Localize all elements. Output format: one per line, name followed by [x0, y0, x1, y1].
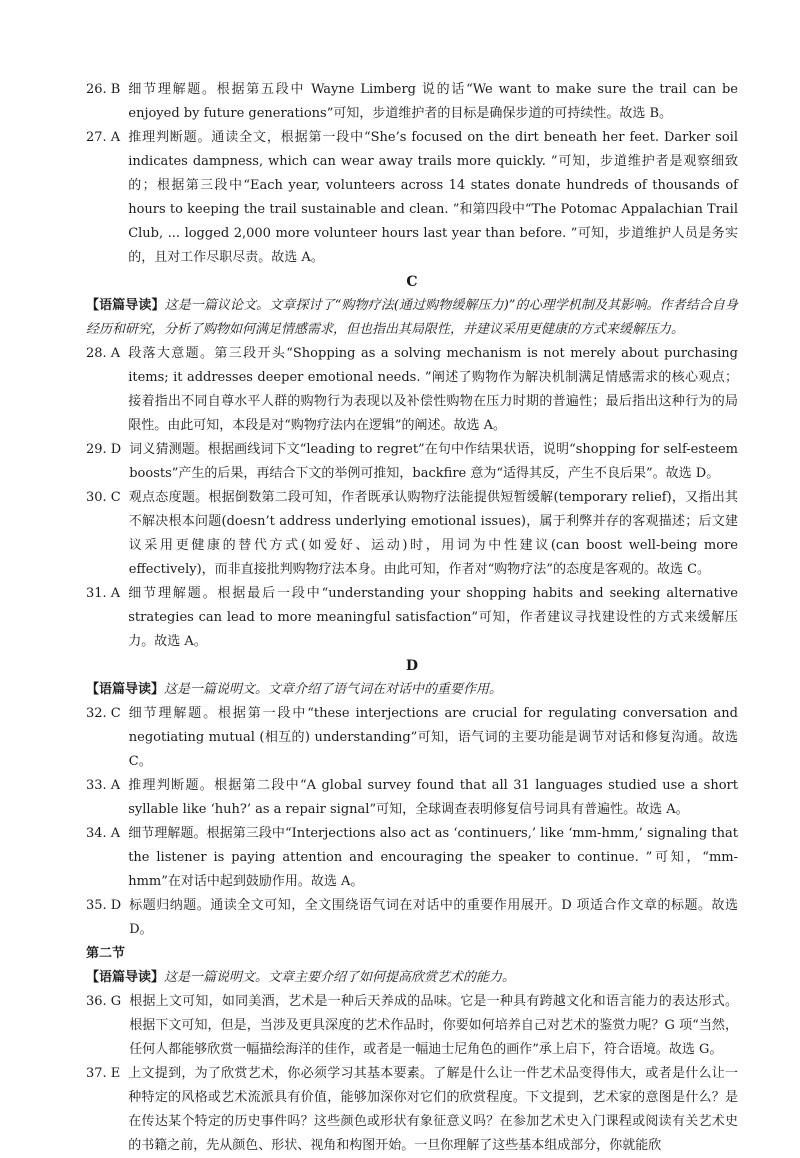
answer-explanation: 推理判断题。通读全文，根据第一段中“She’s focused on the dirt beneath her feet. Darker soil indicates dampness, which can wear away trails more quickly. ”可知，步道维护者是观察细致的；根据第三段中“Each year, volunteers across 14 states donate hundreds of thousands of hours to keeping the trail sustainable and clean. ”和第四段中“The Potomac Appalachian Trail Club, ... logged 2,000 more volunteer hours last year than before. ”可知，步道维护人员是务实的，且对工作尽职尽责。故选 A。: [128, 130, 738, 265]
guide-text: 这是一篇说明文。文章主要介绍了如何提高欣赏艺术的能力。: [164, 970, 516, 985]
answer-explanation: 上文提到，为了欣赏艺术，你必须学习其基本要素。了解是什么让一件艺术品变得伟大，或者是什么让一种特定的风格或艺术流派具有价值，能够加深你对它们的欣赏程度。下文提到，艺术家的意图是什么？是在传达某个特定的历史事件吗？这些颜色或形状有象征意义吗？在参加艺术史入门课程或阅读有关艺术史的书籍之前，先从颜色、形状、视角和构图开始。一旦你理解了这些基本组成部分，你就能欣: [128, 1066, 738, 1153]
answer-number: 26. B: [86, 82, 121, 97]
answer-number: 28. A: [86, 346, 121, 361]
answer-number: 32. C: [86, 706, 121, 721]
answer-explanation: 细节理解题。根据最后一段中“understanding your shopping habits and seeking alternative strategies can lead to more meaningful satisfaction”可知，作者建议寻找建设性的方式来缓解压力。故选 A。: [128, 586, 738, 649]
answer-explanation: 细节理解题。根据第五段中 Wayne Limberg 说的话“We want to make sure the trail can be enjoyed by future generations”可知，步道维护者的目标是确保步道的可持续性。故选 B。: [128, 82, 738, 121]
answer-explanation: 观点态度题。根据倒数第二段可知，作者既承认购物疗法能提供短暂缓解(temporary relief)，又指出其不解决根本问题(doesn’t address underlying emotional issues)，属于利弊并存的客观描述；后文建议采用更健康的替代方式(如爱好、运动)时，用词为中性建议(can boost well-being more effectively)，而非直接批判购物疗法本身。由此可知，作者对“购物疗法”的态度是客观的。故选 C。: [128, 490, 738, 577]
answer-explanation: 细节理解题。根据第一段中“these interjections are crucial for regulating conversation and negotiating mutual (相互的) understanding”可知，语气词的主要功能是调节对话和修复沟通。故选 C。: [128, 706, 738, 769]
section-d-guide: [86, 678, 738, 702]
answer-item-33: [86, 774, 738, 822]
answer-item-35: [86, 894, 738, 942]
answer-explanation: 根据上文可知，如同美酒，艺术是一种后天养成的品味。它是一种具有跨越文化和语言能力的表达形式。根据下文可知，但是，当涉及更具深度的艺术作品时，你要如何培养自己对艺术的鉴赏力呢？G 项“当然，任何人都能够欣赏一幅描绘海洋的佳作，或者是一幅迪士尼角色的画作”承上启下，符合语境。故选 G。: [129, 994, 738, 1057]
answer-item-29: [86, 438, 738, 486]
answer-explanation: 词义猜测题。根据画线词下文“leading to regret”在句中作结果状语，说明“shopping for self-esteem boosts”产生的后果，再结合下文的举例可推知，backfire 意为“适得其反，产生不良后果”。故选 D。: [129, 442, 738, 481]
guide-label: 【语篇导读】: [86, 970, 165, 985]
section-2-heading: 第二节: [86, 946, 126, 961]
answer-item-36: [86, 990, 738, 1062]
answer-number: 35. D: [86, 898, 122, 913]
answer-item-26: [86, 78, 738, 126]
answer-number: 29. D: [86, 442, 122, 457]
answer-item-27: [86, 126, 738, 270]
section-d-heading: D: [405, 658, 419, 674]
answer-number: 31. A: [86, 586, 121, 601]
answer-number: 34. A: [86, 826, 121, 841]
answer-item-37: [86, 1062, 738, 1158]
section-c-heading: C: [406, 274, 418, 290]
guide-text: 这是一篇说明文。文章介绍了语气词在对话中的重要作用。: [164, 682, 503, 697]
answer-item-30: [86, 486, 738, 582]
answer-number: 33. A: [86, 778, 121, 793]
section-2-guide: [86, 966, 738, 990]
answer-number: 37. E: [86, 1066, 121, 1081]
answer-number: 30. C: [86, 490, 121, 505]
guide-label: 【语篇导读】: [86, 682, 165, 697]
answer-explanation: 标题归纳题。通读全文可知，全文围绕语气词在对话中的重要作用展开。D 项适合作文章的标题。故选 D。: [129, 898, 738, 937]
answer-item-31: [86, 582, 738, 654]
answer-item-32: [86, 702, 738, 774]
answer-explanation: 细节理解题。根据第三段中“Interjections also act as ‘continuers,’ like ‘mm-hmm,’ signaling that the listener is paying attention and encouraging the speaker to continue. ”可知，“mm-hmm”在对话中起到鼓励作用。故选 A。: [128, 826, 738, 889]
answer-number: 27. A: [86, 130, 121, 145]
answer-explanation: 段落大意题。第三段开头“Shopping as a solving mechanism is not merely about purchasing items; it addresses deeper emotional needs. ”阐述了购物作为解决机制满足情感需求的核心观点；接着指出不同自尊水平人群的购物行为表现以及补偿性购物在压力时期的普遍性；最后指出这种行为的局限性。由此可知，本段是对“购物疗法内在逻辑”的阐述。故选 A。: [128, 346, 738, 433]
guide-label: 【语篇导读】: [86, 298, 165, 313]
answer-explanation: 推理判断题。根据第二段中“A global survey found that all 31 languages studied use a short syllable like ‘huh?’ as a repair signal”可知，全球调查表明修复信号词具有普遍性。故选 A。: [128, 778, 738, 817]
answer-number: 36. G: [86, 994, 122, 1009]
answer-item-28: [86, 342, 738, 438]
answer-item-34: [86, 822, 738, 894]
section-c-guide: [86, 294, 738, 342]
guide-text: 这是一篇议论文。文章探讨了“购物疗法(通过购物缓解压力)”的心理学机制及其影响。作者结合自身经历和研究，分析了购物如何满足情感需求，但也指出其局限性，并建议采用更健康的方式来缓解压力。: [86, 298, 738, 337]
